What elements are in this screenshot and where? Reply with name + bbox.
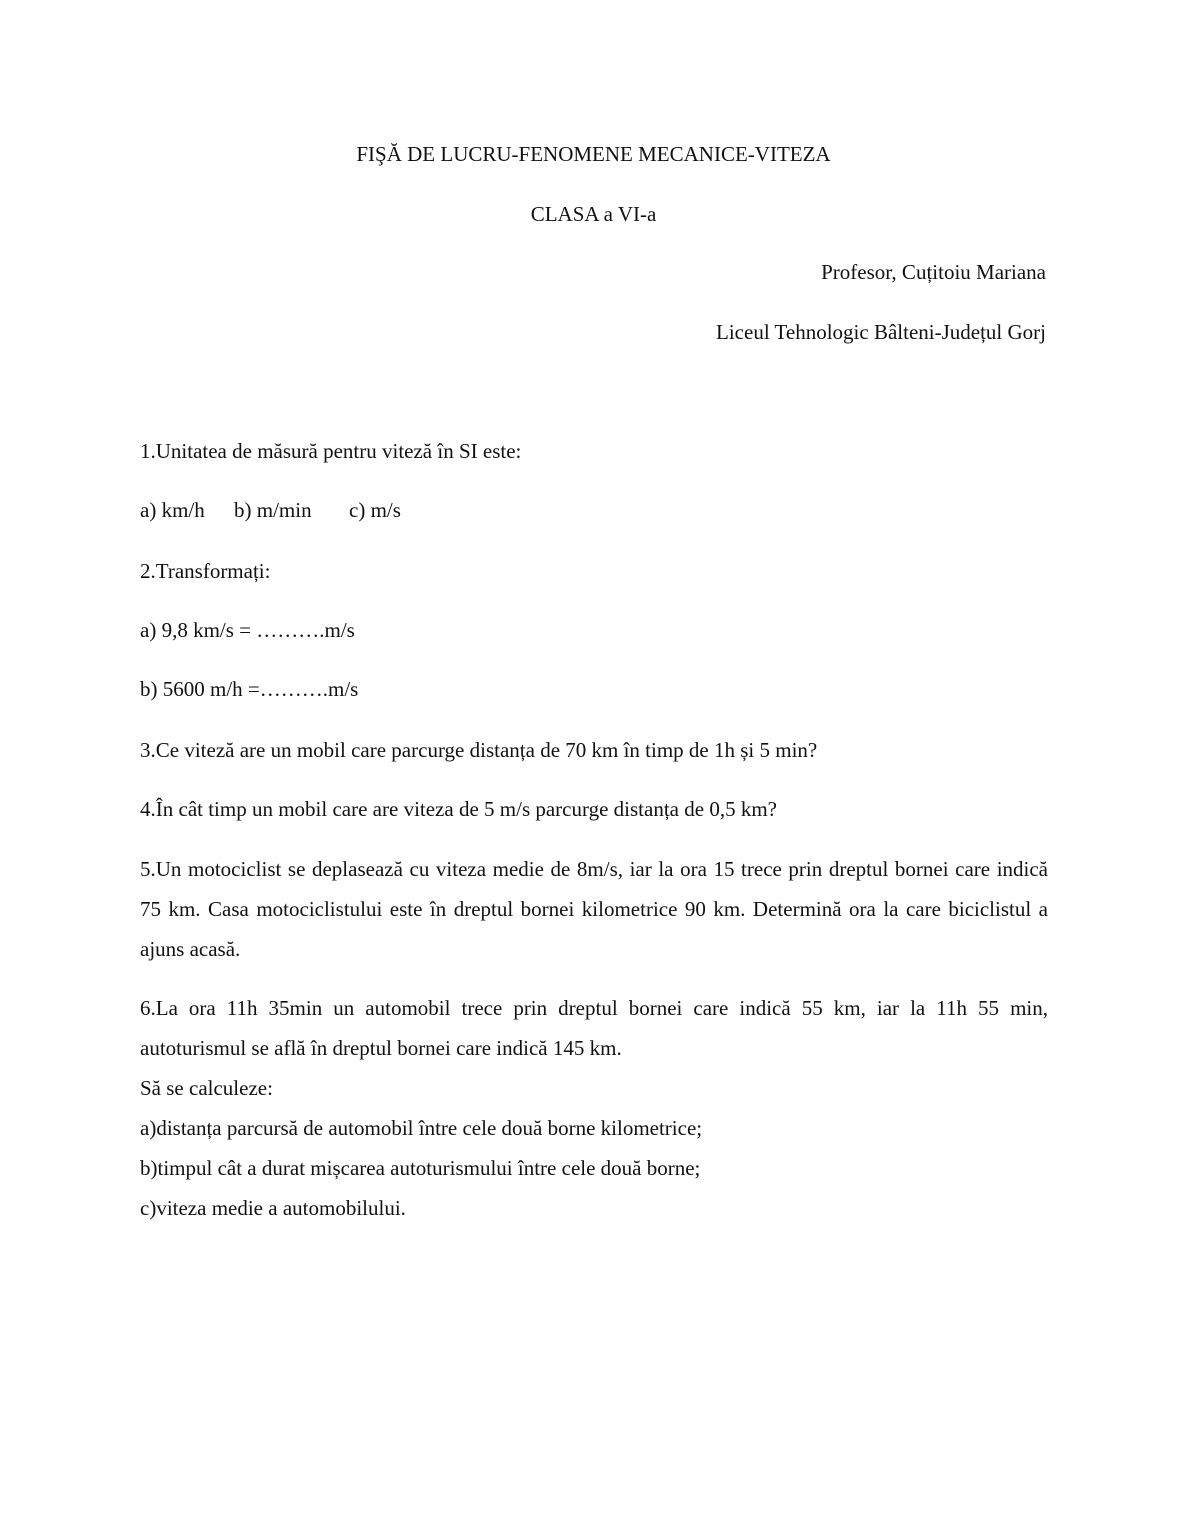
school-name: Liceul Tehnologic Bâlteni-Județul Gorj [716, 320, 1046, 344]
question-6-b: b)timpul cât a durat mișcarea autoturismului între cele două borne; [140, 1156, 701, 1180]
question-3: 3.Ce viteză are un mobil care parcurge distanța de 70 km în timp de 1h și 5 min? [140, 738, 818, 762]
class-label: CLASA a VI-a [530, 202, 657, 226]
question-2-b: b) 5600 m/h =……….m/s [140, 677, 359, 701]
question-6: 6.La ora 11h 35min un automobil trece prin dreptul bornei care indică 55 km, iar la 11h 55 min, autoturismul se află în dreptul bornei care indică 145 km. [140, 996, 1048, 1060]
question-6-prompt: Să se calculeze: [140, 1076, 273, 1100]
question-2-a: a) 9,8 km/s = ……….m/s [140, 618, 355, 642]
question-4: 4.În cât timp un mobil care are viteza de 5 m/s parcurge distanța de 0,5 km? [140, 797, 777, 821]
worksheet-title: FIŞĂ DE LUCRU-FENOMENE MECANICE-VITEZA [356, 142, 831, 166]
option-b: b) m/min [234, 498, 312, 522]
question-2: 2.Transformați: [140, 559, 271, 583]
question-6-c: c)viteza medie a automobilului. [140, 1196, 406, 1220]
question-6-a: a)distanța parcursă de automobil între cele două borne kilometrice; [140, 1116, 703, 1140]
option-a: a) km/h [140, 498, 205, 522]
teacher-name: Profesor, Cuțitoiu Mariana [821, 260, 1046, 284]
question-1-options [140, 500, 401, 521]
option-c: c) m/s [349, 498, 401, 522]
question-1: 1.Unitatea de măsură pentru viteză în SI este: [140, 439, 522, 463]
question-5: 5.Un motociclist se deplasează cu viteza medie de 8m/s, iar la ora 15 trece prin dreptul bornei care indică 75 km. Casa motociclistului este în dreptul bornei kilometrice 90 km. Determină ora la care biciclistul a ajuns acasă. [140, 857, 1048, 961]
